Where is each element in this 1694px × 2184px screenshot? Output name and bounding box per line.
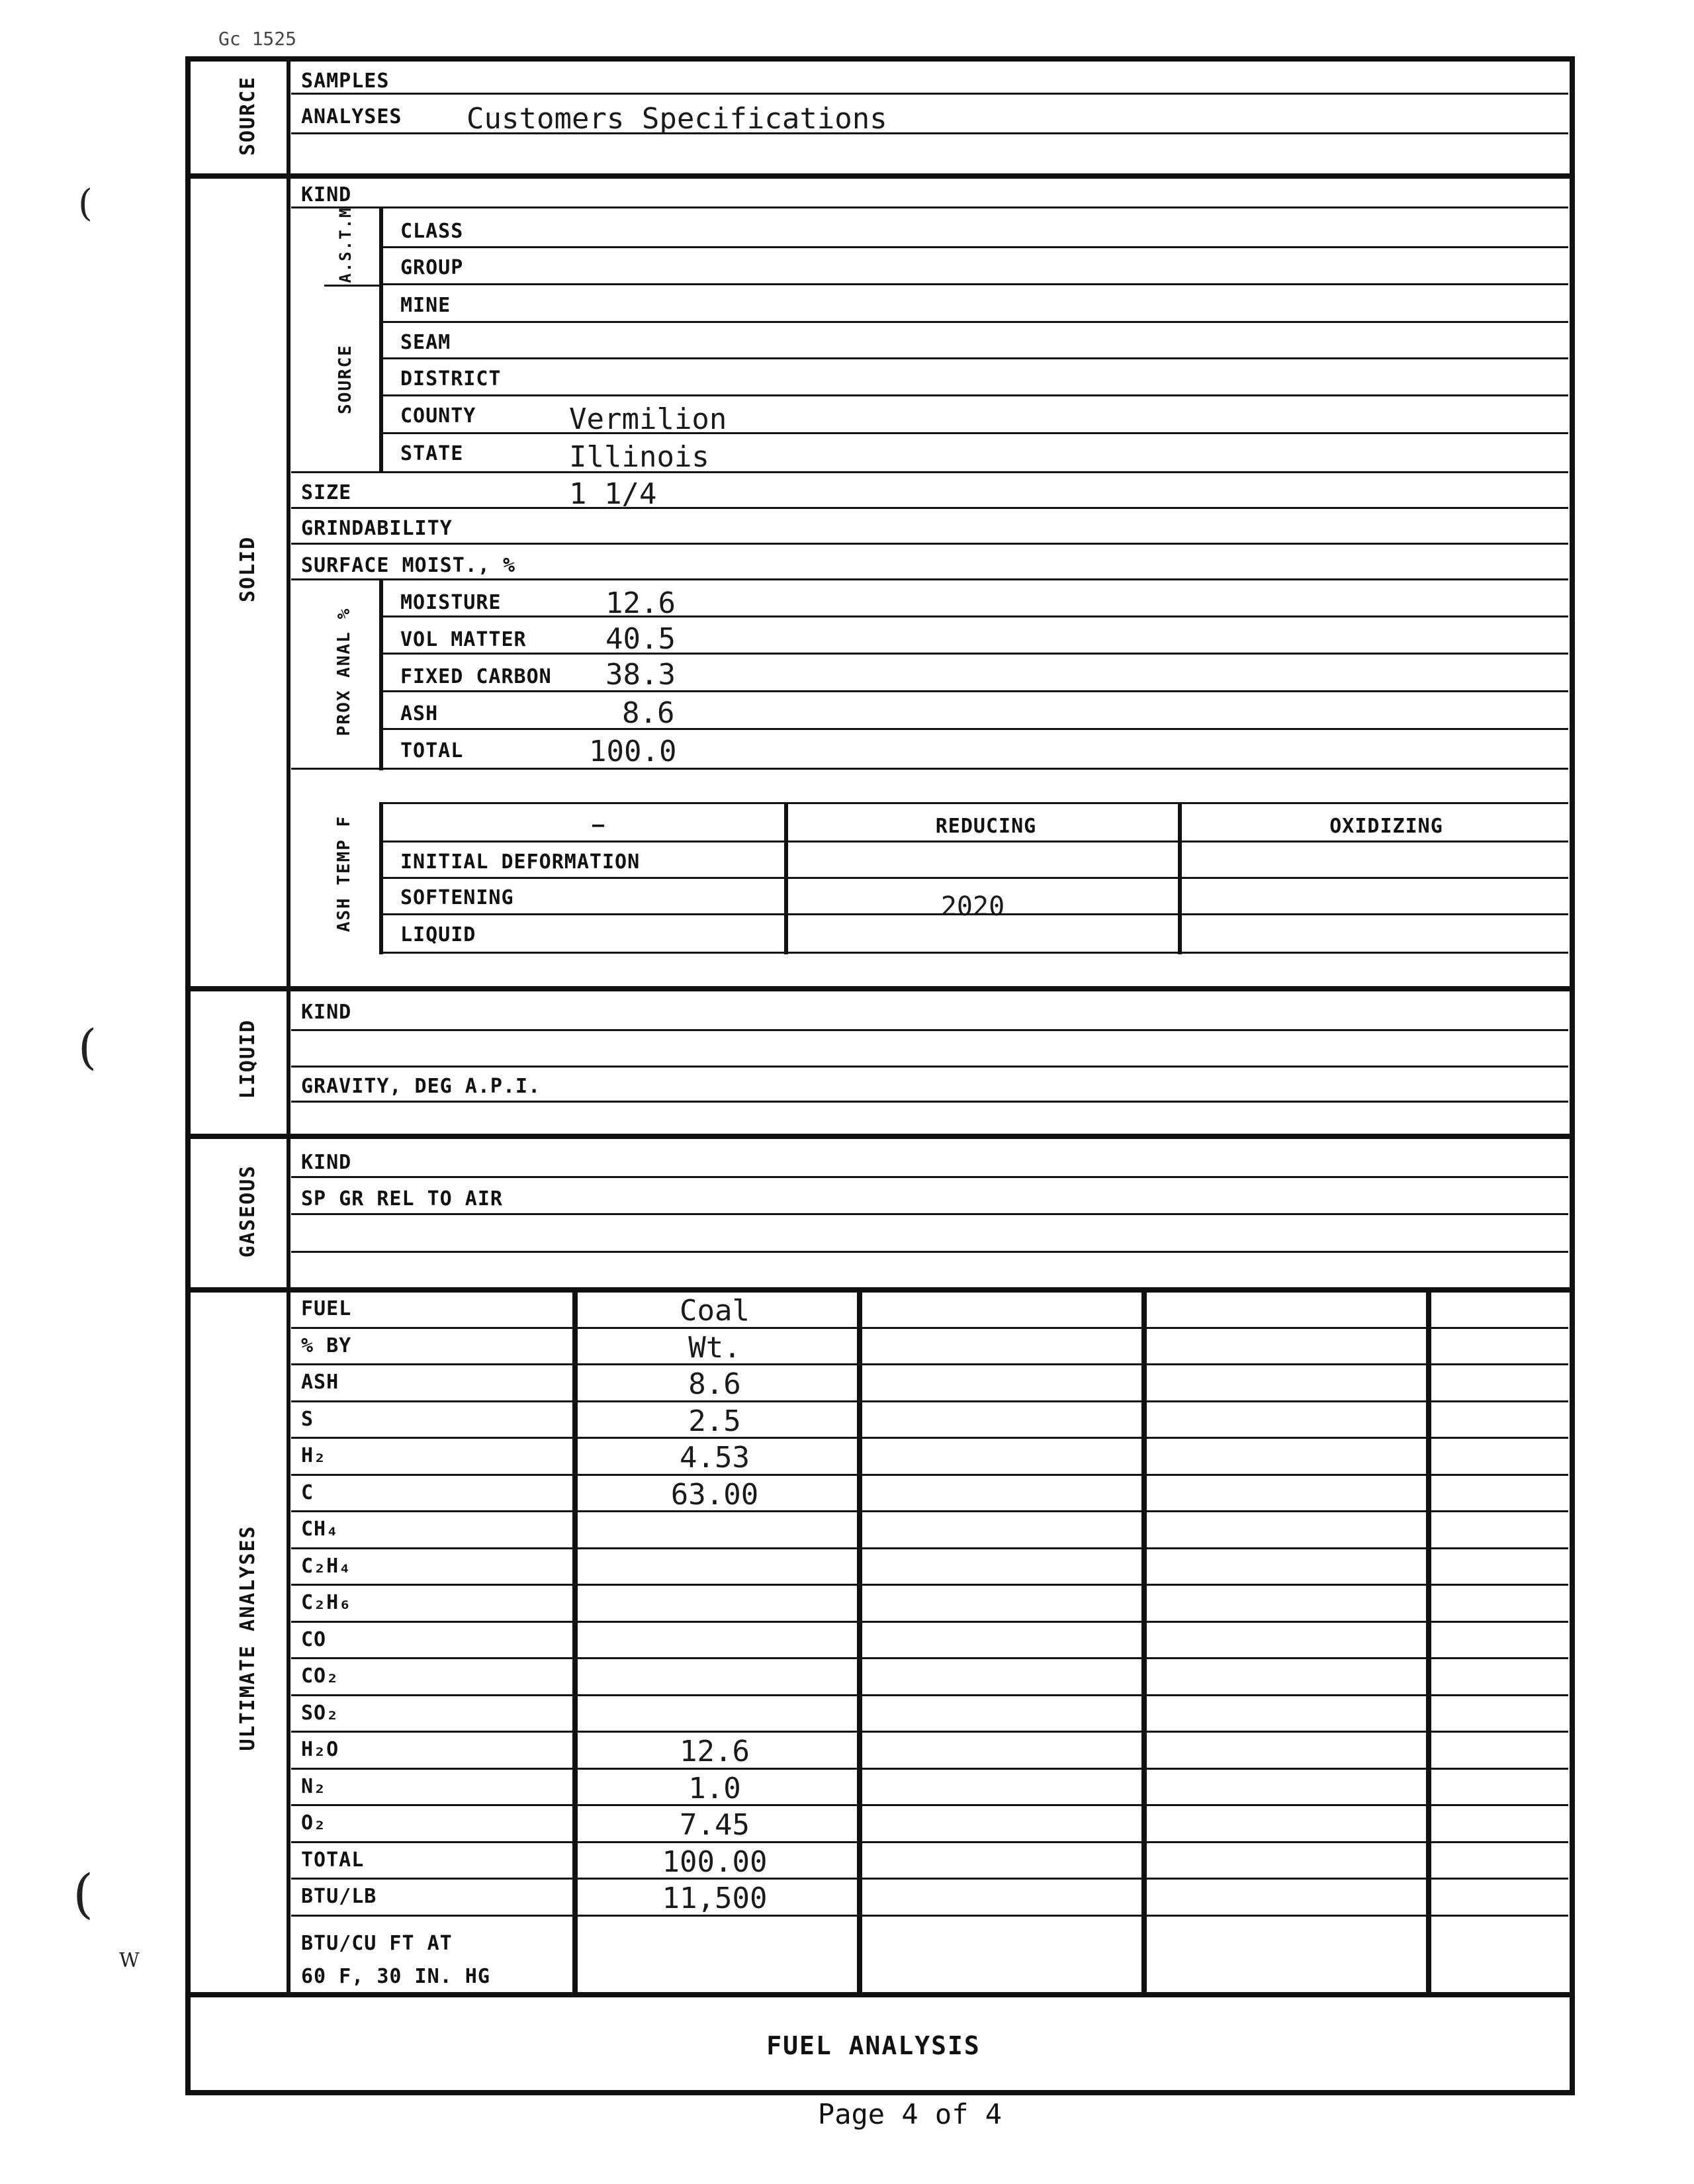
- ultimate-row-label: CH₄: [301, 1518, 339, 1541]
- ultimate-row-label: FUEL: [301, 1297, 352, 1320]
- ash-temp-title: ASH TEMP F: [334, 815, 354, 933]
- prox-value: 38.3: [605, 658, 676, 692]
- class-label: CLASS: [400, 220, 464, 243]
- county-label: COUNTY: [400, 404, 476, 428]
- page-number: Page 4 of 4: [817, 2098, 1003, 2130]
- ultimate-row-value: 12.6: [680, 1735, 750, 1768]
- prox-anal-title: PROX ANAL %: [334, 607, 354, 737]
- grindability-label: GRINDABILITY: [301, 517, 453, 540]
- prox-label: ASH: [400, 702, 439, 725]
- ultimate-column-divider: [857, 1287, 862, 1993]
- ultimate-row-line: [291, 1915, 1568, 1917]
- ultimate-row-line: [291, 1327, 1568, 1329]
- ultimate-row-line: [291, 1437, 1568, 1439]
- prox-label: MOISTURE: [400, 591, 502, 614]
- form-footer-title: FUEL ANALYSIS: [766, 2031, 981, 2060]
- ultimate-row-line: [291, 1510, 1568, 1512]
- prox-value: 8.6: [622, 696, 675, 730]
- ash-temp-row-label: INITIAL DEFORMATION: [400, 850, 641, 874]
- ultimate-row-line: [291, 1694, 1568, 1696]
- ultimate-row-label: CO: [301, 1627, 327, 1651]
- oxidizing-header: OXIDIZING: [1329, 815, 1443, 838]
- btu-cuft-label-line1: BTU/CU FT AT: [301, 1932, 453, 1955]
- ultimate-row-line: [291, 1768, 1568, 1770]
- ultimate-row-value: Coal: [680, 1294, 750, 1328]
- ultimate-row-line: [291, 1804, 1568, 1806]
- prox-value: 40.5: [605, 622, 676, 656]
- ultimate-row-line: [291, 1731, 1568, 1733]
- ash-temp-dash-header: –: [592, 813, 605, 837]
- ultimate-row-value: 63.00: [670, 1477, 759, 1512]
- ultimate-row-line: [291, 1363, 1568, 1365]
- ultimate-row-line: [291, 1841, 1568, 1843]
- gravity-label: GRAVITY, DEG A.P.I.: [301, 1075, 541, 1098]
- ultimate-column-divider: [572, 1287, 578, 1993]
- btu-cuft-label-line2: 60 F, 30 IN. HG: [301, 1965, 490, 1988]
- ultimate-row-line: [291, 1878, 1568, 1880]
- gaseous-section-title: GASEOUS: [236, 1164, 259, 1258]
- ultimate-row-label: ASH: [301, 1371, 339, 1394]
- state-label: STATE: [400, 442, 464, 465]
- ultimate-row-line: [291, 1657, 1568, 1659]
- liquid-kind-label: KIND: [301, 1001, 352, 1024]
- margin-bracket-mark: (: [78, 182, 93, 225]
- prox-label: VOL MATTER: [400, 628, 527, 651]
- ultimate-row-label: BTU/LB: [301, 1885, 377, 1908]
- size-label: SIZE: [301, 481, 352, 504]
- ash-temp-row-label: LIQUID: [400, 923, 476, 946]
- ultimate-row-line: [291, 1474, 1568, 1476]
- ultimate-row-value: 2.5: [688, 1404, 741, 1438]
- astm-title: A.S.T.M: [336, 206, 355, 283]
- ultimate-row-label: CO₂: [301, 1664, 339, 1688]
- ultimate-column-divider: [1426, 1287, 1431, 1993]
- solid-kind-label: KIND: [301, 183, 352, 206]
- ultimate-row-label: S: [301, 1407, 314, 1431]
- size-value: 1 1/4: [569, 477, 657, 511]
- ultimate-row-label: C₂H₄: [301, 1554, 352, 1578]
- mine-label: MINE: [400, 294, 451, 317]
- ultimate-row-label: % BY: [301, 1334, 352, 1357]
- prox-value: 12.6: [605, 586, 676, 620]
- surface-moist-label: SURFACE MOIST., %: [301, 554, 516, 577]
- ash-temp-row-label: SOFTENING: [400, 886, 514, 909]
- ultimate-row-value: 7.45: [680, 1808, 750, 1842]
- liquid-section-title: LIQUID: [236, 1019, 259, 1099]
- softening-reducing-value: 2020: [940, 891, 1005, 922]
- ultimate-row-line: [291, 1584, 1568, 1586]
- samples-label: SAMPLES: [301, 69, 390, 93]
- ultimate-row-value: Wt.: [688, 1330, 741, 1365]
- solid-source-title: SOURCE: [335, 344, 355, 414]
- reducing-header: REDUCING: [935, 815, 1037, 838]
- margin-letter: W: [119, 1949, 140, 1972]
- source-section-title: SOURCE: [236, 75, 259, 156]
- ultimate-row-label: H₂O: [301, 1738, 339, 1761]
- gaseous-kind-label: KIND: [301, 1151, 352, 1174]
- ultimate-column-divider: [1141, 1287, 1147, 1993]
- ultimate-row-value: 4.53: [680, 1441, 750, 1475]
- district-label: DISTRICT: [400, 367, 502, 390]
- ultimate-row-label: N₂: [301, 1774, 327, 1798]
- prox-label: FIXED CARBON: [400, 665, 552, 688]
- top-code: Gc 1525: [218, 28, 297, 50]
- group-label: GROUP: [400, 256, 464, 279]
- ultimate-row-label: O₂: [301, 1811, 327, 1835]
- ultimate-row-line: [291, 1621, 1568, 1623]
- solid-section-title: SOLID: [236, 535, 259, 603]
- ultimate-row-label: TOTAL: [301, 1848, 365, 1872]
- ultimate-row-line: [291, 1400, 1568, 1402]
- analyses-value: Customers Specifications: [467, 102, 887, 136]
- ultimate-row-label: C₂H₆: [301, 1591, 352, 1614]
- state-value: Illinois: [569, 440, 709, 474]
- sp-gr-label: SP GR REL TO AIR: [301, 1187, 503, 1210]
- ultimate-row-value: 100.00: [662, 1844, 768, 1879]
- prox-label: TOTAL: [400, 739, 464, 762]
- ultimate-row-value: 11,500: [662, 1882, 768, 1915]
- margin-bracket-mark: (: [73, 1863, 94, 1925]
- ultimate-row-label: SO₂: [301, 1701, 339, 1725]
- ultimate-row-label: C: [301, 1480, 314, 1504]
- county-value: Vermilion: [569, 402, 727, 436]
- seam-label: SEAM: [400, 331, 451, 354]
- prox-value: 100.0: [589, 735, 677, 768]
- ultimate-row-label: H₂: [301, 1444, 327, 1467]
- ultimate-row-value: 8.6: [688, 1367, 741, 1401]
- analyses-label: ANALYSES: [301, 105, 402, 128]
- ultimate-row-line: [291, 1547, 1568, 1549]
- ultimate-section-title: ULTIMATE ANALYSES: [236, 1525, 259, 1751]
- ultimate-row-value: 1.0: [688, 1771, 741, 1805]
- margin-bracket-mark: (: [78, 1019, 97, 1075]
